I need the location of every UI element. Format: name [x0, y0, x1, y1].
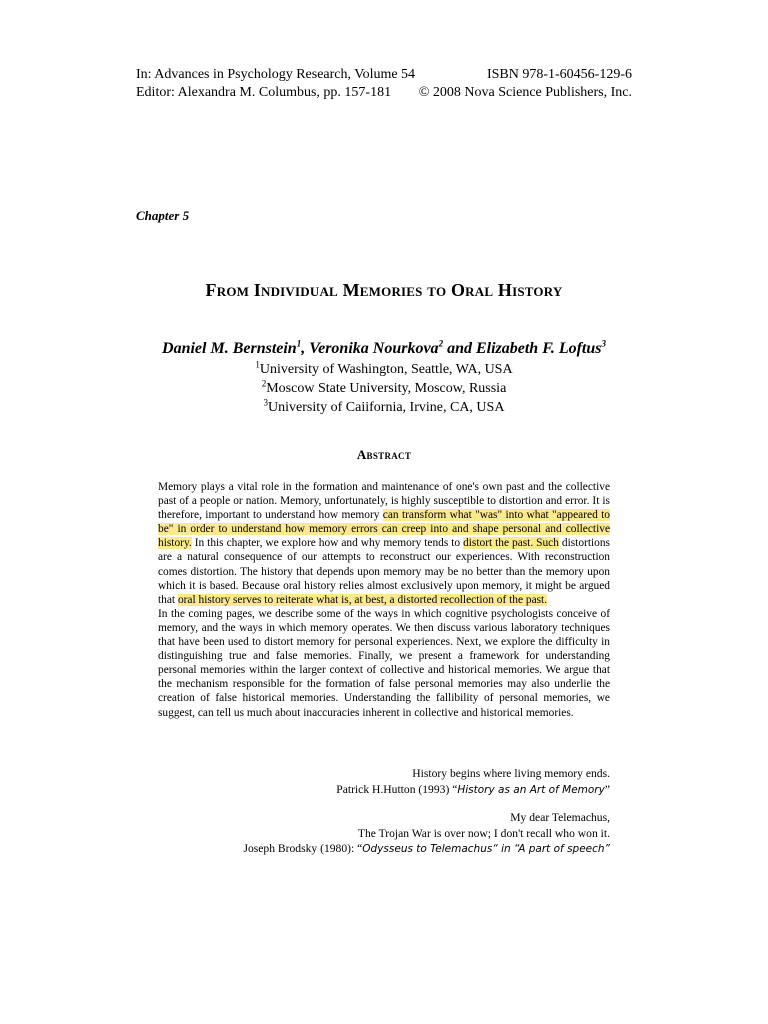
author-separator: , [301, 340, 310, 357]
highlighted-text: can transform what "was" into what "appeared to be" in order to understand how memory errors can creep into and shape personal and collective history. [158, 509, 610, 550]
affiliation-text: Moscow State University, Moscow, Russia [266, 381, 507, 396]
copyright-line: © 2008 Nova Science Publishers, Inc. [418, 85, 632, 100]
affiliation-text: University of Caiifornia, Irvine, CA, USA [268, 400, 505, 415]
author-list [0, 340, 768, 358]
attribution-author: Joseph Brodsky (1980): “ [243, 842, 363, 855]
epigraph-quote: History begins where living memory ends. [412, 767, 610, 780]
author-separator: and [443, 340, 476, 357]
affiliation-mark: 2 [261, 378, 267, 389]
attribution-work: History as an Art of Memory [457, 783, 605, 796]
epigraph-attribution [243, 782, 610, 799]
abstract-body [158, 480, 610, 720]
highlighted-text: oral history serves to reiterate what is, at best, a distorted recollection of the past. [177, 593, 548, 606]
abstract-paragraph: In the coming pages, we describe some of the ways in which cognitive psychologists conceive of memory, and the ways in which memory operates. We then discuss various laboratory techniques that have been used to distort memory for personal experiences. Next, we explore the difficulty in distinguishing true and false memories. Finally, we present a framework for understanding personal memories within the larger context of collective and historical memories. We argue that the mechanism responsible for the formation of false personal memories may also underlie the creation of false historical memories. Understanding the fallibility of personal memories, we suggest, can tell us much about inaccuracies inherent in collective and historical memories. [158, 607, 610, 719]
book-title-line: In: Advances in Psychology Research, Volume 54 [136, 67, 416, 82]
affiliation-mark: 3 [263, 397, 269, 408]
author-name: Elizabeth F. Loftus [475, 340, 602, 357]
epigraph-quote: My dear Telemachus, [510, 811, 610, 824]
attribution-work: Odysseus to Telemachus“ in “A part of speech” [362, 843, 610, 855]
author-affiliation-mark: 1 [296, 338, 302, 349]
affiliation-text: University of Washington, Seattle, WA, USA [259, 362, 513, 377]
epigraphs [243, 766, 610, 858]
epigraph-quote: The Trojan War is over now; I don't recall who won it. [357, 826, 610, 840]
author-affiliation-mark: 2 [438, 338, 444, 349]
epigraph-attribution [243, 841, 610, 858]
author-affiliation-mark: 3 [601, 338, 606, 349]
abstract-text: Memory plays a vital role in the formation and maintenance of one's own past and the collective past of a people or nation. Memory, unfortunately, is highly susceptible to distortion and error. It is therefore, important to understand how memory [158, 481, 610, 522]
attribution-author: Patrick H.Hutton (1993) “ [336, 782, 458, 796]
highlighted-text: distort the past. Such [463, 537, 559, 550]
abstract-paragraph [158, 480, 610, 607]
author-name: Daniel M. Bernstein [162, 340, 297, 357]
abstract-text: In this chapter, we explore how and why memory tends to [191, 537, 464, 550]
affiliation-list [0, 360, 768, 417]
affiliation [0, 360, 768, 379]
editor-line: Editor: Alexandra M. Columbus, pp. 157-181 [136, 85, 392, 100]
affiliation [0, 398, 768, 417]
chapter-label: Chapter 5 [136, 208, 190, 223]
header-right [419, 66, 632, 102]
isbn-line: ISBN 978-1-60456-129-6 [486, 67, 632, 82]
chapter-title: From Individual Memories to Oral History [205, 280, 563, 300]
affiliation [0, 379, 768, 398]
epigraph-spacer [243, 798, 610, 810]
attribution-close: ” [604, 782, 610, 796]
affiliation-mark: 1 [255, 359, 260, 370]
header-left [136, 66, 415, 102]
abstract-heading: Abstract [356, 447, 412, 462]
abstract-text: distortions are a natural consequence of our attempts to reconstruct our experiences. With reconstruction comes distortion. The history that depends upon memory may be no better than the memory upon which it is based. Because oral history relies almost exclusively upon memory, it might be argued that [158, 537, 610, 606]
author-name: Veronika Nourkova [309, 340, 439, 357]
